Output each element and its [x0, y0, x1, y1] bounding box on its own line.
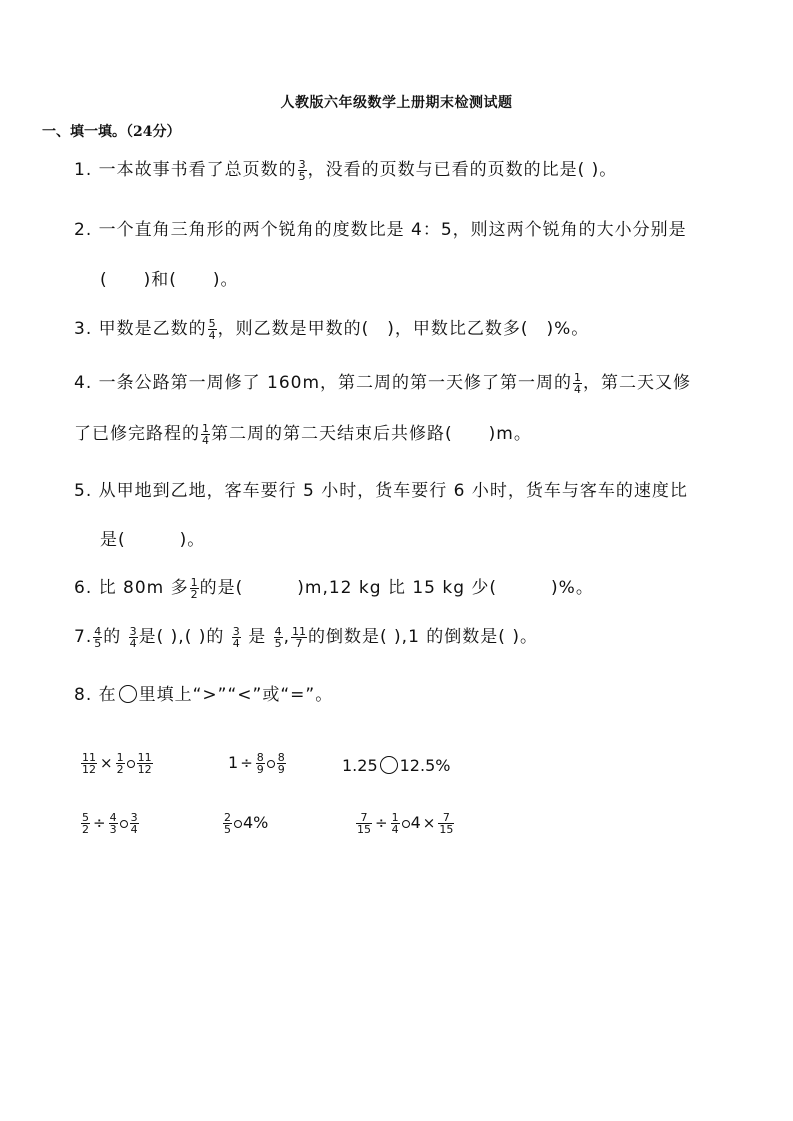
compare-item-1: $\frac{11}{12}$ × $\frac{1}{2}$ $\frac{11}{12}$ [82, 751, 152, 776]
fraction: $\frac{1}{4}$ [202, 421, 209, 447]
fraction: $\frac{1}{4}$ [574, 370, 582, 396]
fraction: $\frac{3}{5}$ [298, 157, 306, 183]
circle-icon [127, 760, 135, 768]
question-7: 7. $\frac{4}{5}$ 的 $\frac{3}{4}$ 是( ),( )的 $\frac{3}{4}$ 是 $\frac{4}{5}$ , $\frac{11}{7}$ 的倒数是( ),1 的倒数是( )。 [74, 624, 538, 650]
question-8: 8. 在 里填上“>”“<”或“=”。 [74, 685, 334, 705]
compare-item-4: $\frac{5}{2}$ ÷ $\frac{4}{3}$ $\frac{3}{4}$ [82, 811, 138, 836]
circle-icon [380, 756, 398, 774]
question-3: 3. 甲数是乙数的 $\frac{5}{4}$ ，则乙数是甲数的( )，甲数比乙数多( )%。 [74, 316, 590, 342]
fraction: $\frac{5}{4}$ [208, 316, 216, 342]
question-4: 4. 一条公路第一周修了 160m，第二周的第一天修了第一周的 $\frac{1}{4}$ ，第二天又修 [74, 370, 692, 396]
fraction: $\frac{3}{4}$ [129, 624, 137, 650]
circle-icon [120, 820, 128, 828]
page-title: 人教版六年级数学上册期末检测试题 [280, 95, 513, 111]
fraction: $\frac{11}{7}$ [292, 624, 307, 650]
question-5: 5. 从甲地到乙地，客车要行 5 小时，货车要行 6 小时，货车与客车的速度比 [74, 481, 688, 501]
question-5-continued: 是( )。 [100, 530, 206, 550]
question-6: 6. 比 80m 多 $\frac{1}{2}$ 的是( )m,12 kg 比 15 kg 少( )%。 [74, 575, 594, 601]
question-2-continued: ( )和( )。 [100, 270, 239, 290]
compare-item-2: 1 ÷ $\frac{8}{9}$ $\frac{8}{9}$ [228, 751, 285, 776]
question-1: 1. 一本故事书看了总页数的 $\frac{3}{5}$ ，没看的页数与已看的页数的比是( )。 [74, 157, 618, 183]
circle-icon [234, 820, 242, 828]
fraction: $\frac{4}{5}$ [274, 624, 282, 650]
fraction: $\frac{1}{2}$ [190, 575, 198, 601]
circle-icon [267, 760, 275, 768]
question-2: 2. 一个直角三角形的两个锐角的度数比是 4：5，则这两个锐角的大小分别是 [74, 220, 687, 240]
question-4-continued: 了已修完路程的 $\frac{1}{4}$ 第二周的第二天结束后共修路( )m。 [74, 421, 532, 447]
circle-icon [402, 820, 410, 828]
section-heading: 一、填一填。（24分） [42, 124, 181, 140]
compare-item-3: 1.25 12.5% [342, 756, 451, 775]
circle-icon [119, 685, 137, 703]
fraction: $\frac{3}{4}$ [232, 624, 240, 650]
compare-item-6: $\frac{7}{15}$ ÷ $\frac{1}{4}$ 4 × $\frac{7}{15}$ [357, 811, 454, 836]
fraction: $\frac{4}{5}$ [94, 624, 102, 650]
compare-item-5: $\frac{2}{5}$ 4% [224, 811, 269, 836]
